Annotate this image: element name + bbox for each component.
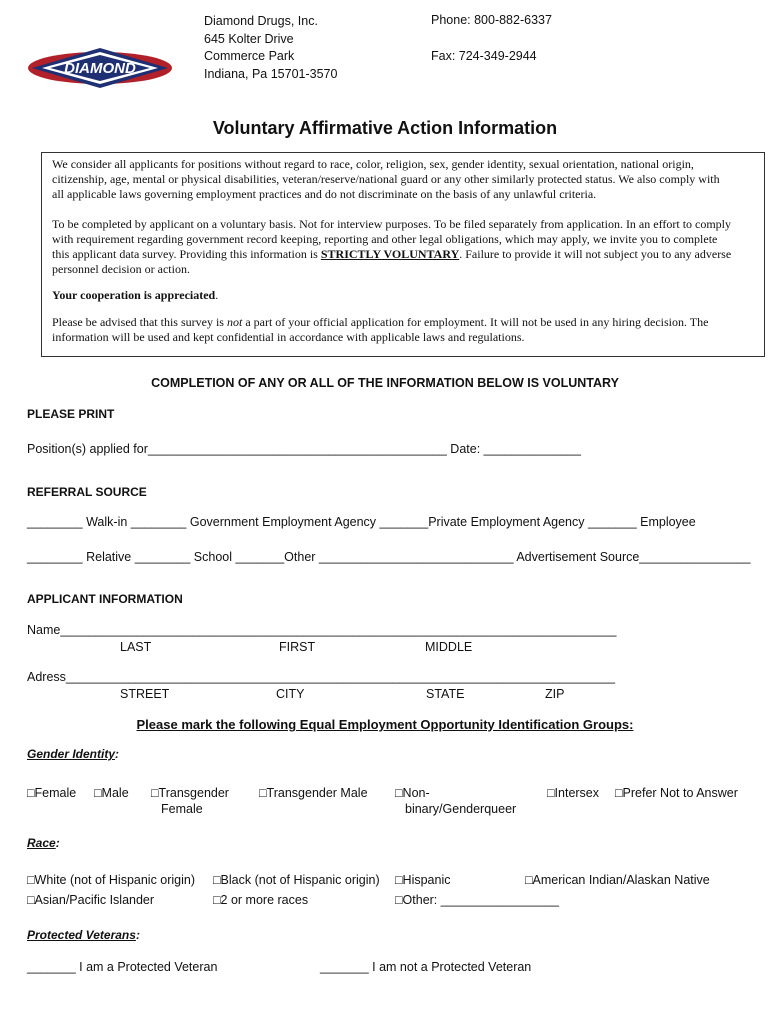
referral-options-1[interactable]: ________ Walk-in ________ Government Employment Agency _______Private Employment Agency _______ Employee — [27, 515, 696, 529]
female-checkbox[interactable]: □Female — [27, 786, 77, 800]
referral-heading: REFERRAL SOURCE — [27, 485, 147, 499]
asian-checkbox[interactable]: □Asian/Pacific Islander — [27, 893, 155, 907]
protected-veteran-field[interactable]: _______ I am a Protected Veteran — [27, 960, 218, 974]
company-name: Diamond Drugs, Inc. — [204, 14, 318, 28]
referral-options-2[interactable]: ________ Relative ________ School _______Other ____________________________ Advertisement Source________________ — [27, 550, 751, 564]
p4-text: Please be advised that this survey is — [52, 315, 227, 329]
transgender-female-label: Female — [161, 802, 203, 816]
intersex-checkbox[interactable]: □Intersex — [547, 786, 600, 800]
other-race-checkbox[interactable]: □Other: _________________ — [395, 893, 559, 907]
colon: : — [55, 836, 60, 850]
info-box — [41, 152, 765, 357]
company-address — [204, 13, 337, 83]
phone: Phone: 800-882-6337 — [431, 13, 552, 27]
page-title: Voluntary Affirmative Action Information — [212, 118, 558, 138]
p2-text-end: . Failure to provide it will not subject you to any adverse personnel decision or action. — [52, 247, 732, 276]
middle-label: MIDDLE — [425, 640, 473, 654]
diamond-logo — [26, 47, 174, 89]
last-label: LAST — [120, 640, 152, 654]
address-field[interactable]: Adress_______________________________________________________________________________ — [27, 670, 616, 684]
zip-label: ZIP — [545, 687, 565, 701]
nonbinary-label: binary/Genderqueer — [405, 802, 517, 816]
p2-text: To be completed by applicant on a voluntary basis. Not for interview purposes. To be filed separately from application. In an effort to comply with requirement regarding government record keeping, reporting and other legal obligations, which may apply, we invite you to complete this applicant data survey. Providing this information is — [52, 217, 732, 261]
two-or-more-checkbox[interactable]: □2 or more races — [213, 893, 309, 907]
cooperation-text: Your cooperation is appreciated — [52, 288, 216, 302]
address-line-3: Indiana, Pa 15701-3570 — [204, 66, 338, 81]
logo-text: DIAMOND — [64, 60, 136, 77]
transgender-male-checkbox[interactable]: □Transgender Male — [259, 786, 368, 800]
street-label: STREET — [120, 687, 170, 701]
first-label: FIRST — [279, 640, 316, 654]
address-line-1: 645 Kolter Drive — [204, 31, 294, 46]
race-heading-text: Race — [27, 836, 56, 850]
strictly-voluntary: STRICTLY VOLUNTARY — [320, 247, 460, 261]
info-paragraph-4 — [52, 315, 732, 345]
hispanic-checkbox[interactable]: □Hispanic — [395, 873, 451, 887]
period: . — [215, 288, 219, 302]
fax: Fax: 724-349-2944 — [431, 49, 537, 63]
info-paragraph-2 — [52, 217, 732, 277]
info-paragraph-1: We consider all applicants for positions without regard to race, color, religion, sex, gender identity, sexual orientation, national origin, citizenship, age, mental or physical disabilities, veteran/reserve/national guard or any other similarly protected status. We also comply with all applicable laws governing employment practices and do not discriminate on the basis of any unlawful criteria. — [52, 157, 720, 201]
colon: : — [135, 928, 140, 942]
eeo-heading: Please mark the following Equal Employment Opportunity Identification Groups: — [136, 717, 634, 732]
not-emphasis: not — [226, 315, 243, 329]
state-label: STATE — [426, 687, 465, 701]
please-print-label: PLEASE PRINT — [27, 407, 115, 421]
name-field[interactable]: Name________________________________________________________________________________ — [27, 623, 617, 637]
transgender-female-checkbox[interactable]: □Transgender — [151, 786, 229, 800]
address-line-2: Commerce Park — [204, 49, 295, 63]
colon: : — [115, 747, 120, 761]
veterans-heading-text: Protected Veterans — [27, 928, 136, 942]
veterans-heading — [27, 928, 140, 942]
city-label: CITY — [276, 687, 305, 701]
p4-text-end: a part of your official application for employment. It will not be used in any hiring decision. The information will be used and kept confidential in accordance with applicable laws and regulations. — [52, 315, 709, 344]
white-checkbox[interactable]: □White (not of Hispanic origin) — [27, 873, 196, 887]
applicant-heading: APPLICANT INFORMATION — [27, 592, 183, 606]
race-heading — [27, 836, 60, 850]
gender-heading-text: Gender Identity — [27, 747, 116, 761]
black-checkbox[interactable]: □Black (not of Hispanic origin) — [213, 873, 380, 887]
nonbinary-checkbox[interactable]: □Non- — [395, 786, 430, 800]
male-checkbox[interactable]: □Male — [94, 786, 129, 800]
prefer-not-checkbox[interactable]: □Prefer Not to Answer — [615, 786, 738, 800]
info-paragraph-3 — [52, 288, 732, 303]
not-protected-veteran-field[interactable]: _______ I am not a Protected Veteran — [320, 960, 532, 974]
american-indian-checkbox[interactable]: □American Indian/Alaskan Native — [525, 873, 710, 887]
completion-heading: COMPLETION OF ANY OR ALL OF THE INFORMATION BELOW IS VOLUNTARY — [151, 376, 619, 390]
gender-heading — [27, 747, 119, 761]
position-date-field[interactable]: Position(s) applied for___________________________________________ Date: ______________ — [27, 442, 581, 456]
